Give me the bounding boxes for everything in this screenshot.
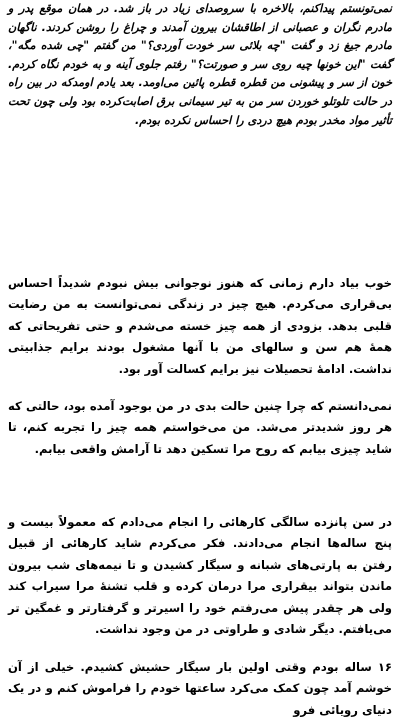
paragraph-1: نمی‌تونستم پیداکنم، بالاخره با سروصدای زیاد در باز شد. در همان موقع پدر و مادرم نگران و عصبانی از اطاقشان بیرون آمدند و چراغ را روشن کردند. ناگهان مادرم جیغ زد و گفت "چه بلائی سر خودت آوردی؟" من گفتم "چی شده مگه"، گفت "این خونها چیه روی سر و صورتت؟" رفتم جلوی آینه و به خودم نگاه کردم. خون از سر و پیشونی من قطره قطره پائین می‌اومد. بعد یادم اومدکه در بین راه در حالت تلوتلو خوردن سر من به تیر سیمانی برق اصابت‌کرده بود ولی چون تحت تأثیر مواد مخدر بودم هیچ دردی را احساس نکرده بودم. xyxy=(8,2,392,127)
paragraph-5: ۱۶ ساله بودم وقتی اولین بار سیگار حشیش کشیدم. خیلی از آن خوشم آمد چون کمک می‌کرد ساعتها خودم را فراموش کنم و در یک دنیای رویائی فرو xyxy=(8,660,392,717)
paragraph-3: نمی‌دانستم که چرا چنین حالت بدی در من بوجود آمده بود، حالتی که هر روز شدیدتر می‌شد. من می‌خواستم همه چیز را تجربه کنم، تا شاید چیزی بیابم که روح مرا تسکین دهد تا آرامش واقعی بیابم. xyxy=(8,399,392,456)
document-page xyxy=(8,0,392,717)
paragraph-4: در سن پانزده سالگی کارهائی را انجام می‌دادم که معمولاً بیست و پنج ساله‌ها انجام می‌دادند. فکر می‌کردم شاید کارهائی از قبیل رفتن به پارتی‌های شبانه و سیگار کشیدن و تا نیمه‌های شب بیرون ماندن بتواند بیقراری مرا درمان کرده و قلب تشنهٔ مرا سیراب کند ولی هر چقدر پیش می‌رفتم خود را اسیرتر و گرفتارتر و غمگین تر می‌یافتم. دیگر شادی و طراوتی در من وجود نداشت. xyxy=(8,515,392,637)
paragraph-2: خوب بیاد دارم زمانی که هنوز نوجوانی بیش نبودم شدیداً احساس بی‌قراری می‌کردم. هیچ چیز در زندگی نمی‌توانست به من رضایت قلبی بدهد. بزودی از همه چیز خسته می‌شدم و حتی تفریحاتی که همهٔ هم سن و سالهای من با آنها مشغول بودند برایم جذابیتی نداشت. ادامهٔ تحصیلات نیز برایم کسالت آور بود. xyxy=(8,276,392,376)
